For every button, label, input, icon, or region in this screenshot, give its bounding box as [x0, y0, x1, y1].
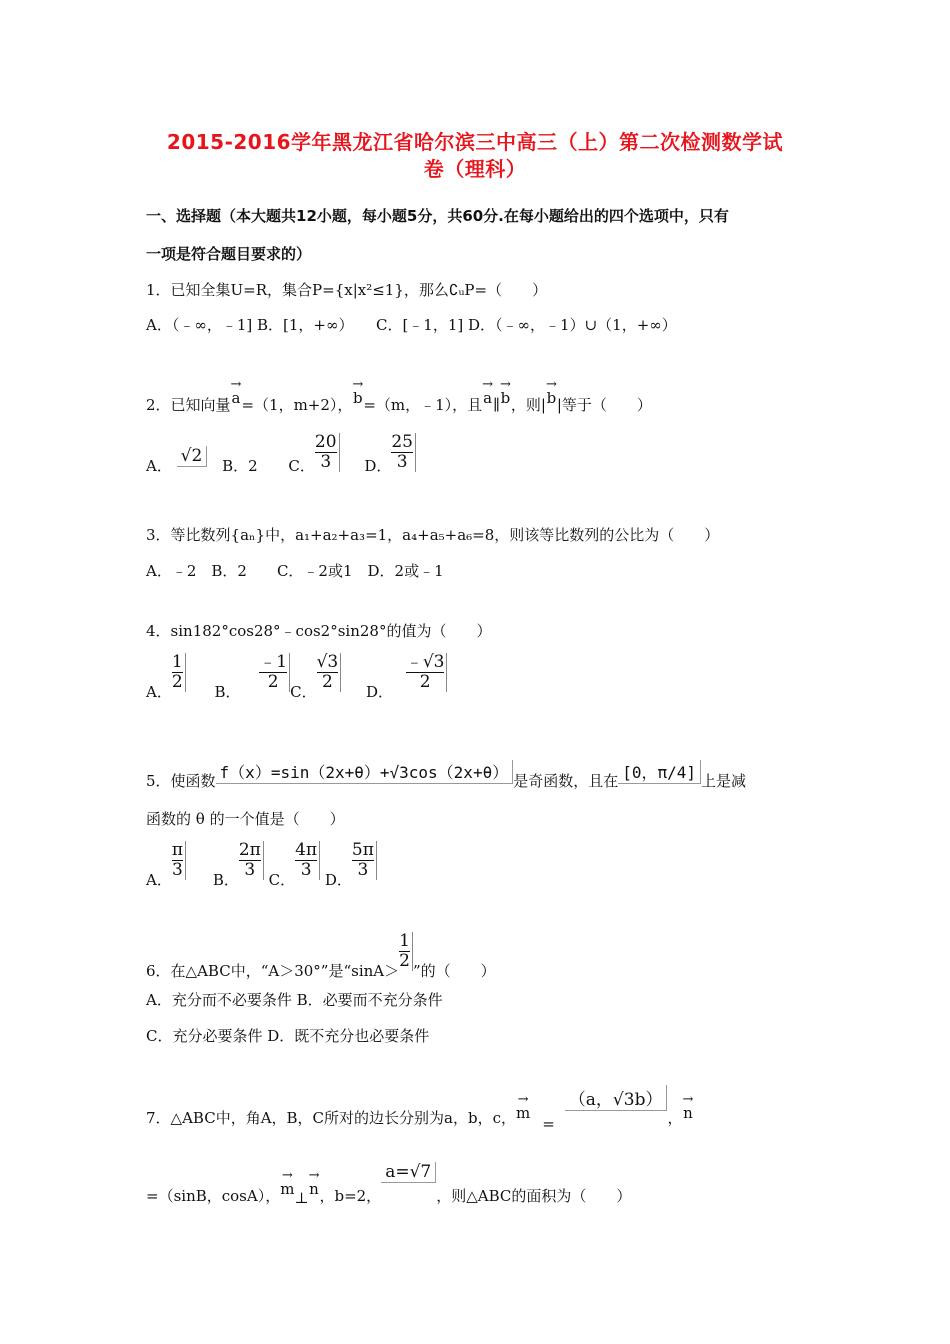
q7-m-value: （a，√3b） [565, 1085, 668, 1111]
q4-stem: 4．sin182°cos28°﹣cos2°sin28°的值为（ ） [146, 622, 492, 640]
q2-vector-a-value: =（1，m+2）， [241, 396, 353, 414]
q2-option-a-sqrt2: √2 [177, 446, 208, 467]
doc-title-line2: 卷（理科） [423, 157, 527, 181]
vector-m: → m [515, 1092, 531, 1122]
q5-mid: 是奇函数，且在 [513, 772, 619, 790]
q2-equals: |等于（ ） [556, 396, 652, 414]
vector-b-3: → b [545, 377, 557, 407]
q4-option-b-fraction: $\frac{﹣1}{2}$ [259, 653, 290, 692]
q4-option-d-fraction: $\frac{﹣√3}{2}$ [406, 653, 448, 692]
q6-stem: 6．在△ABC中，“A＞30°”是“sinA＞ $\frac{1}{2}$ ”的（ ） [146, 931, 496, 980]
q4-options: A． $\frac{1}{2}$ B． $\frac{﹣1}{2}$ C． $\frac{√3}{2}$ D． $\frac{﹣√3}{2}$ [146, 653, 447, 692]
vector-a: → a [230, 377, 242, 407]
q6-options-ab: A．充分而不必要条件 B．必要而不充分条件 [146, 991, 443, 1009]
parallel-symbol: ∥ [493, 396, 500, 414]
q7-a-value: a=√7 [381, 1162, 436, 1183]
q2-options: A． √2 B．2 C． $\frac{20}{3}$ D． $\frac{25}{3}$ [146, 433, 416, 472]
q5-options: A． $\frac{\pi}{3}$ B． $\frac{2\pi}{3}$ C． $\frac{4\pi}{3}$ D． $\frac{5\pi}{3}$ [146, 841, 377, 880]
q5-option-d-fraction: $\frac{5\pi}{3}$ [352, 841, 377, 880]
q5-post: 上是减 [701, 772, 747, 790]
q4-option-c-fraction: $\frac{√3}{2}$ [317, 653, 342, 692]
q3-stem: 3．等比数列{aₙ}中，a₁+a₂+a₃=1，a₄+a₅+a₆=8，则该等比数列的公比为（ ） [146, 526, 720, 544]
q5-option-b-fraction: $\frac{2\pi}{3}$ [239, 841, 264, 880]
q7-line2: =（sinB，cosA）， → m ⊥ → n ，b=2，a=√7，则△ABC的面积为（ ） [146, 1162, 632, 1207]
q2-option-c-fraction: $\frac{20}{3}$ [315, 433, 340, 472]
q2-then: ，则| [510, 396, 546, 414]
vector-a-2: → a [482, 377, 494, 407]
q6-options-cd: C．充分必要条件 D．既不充分也必要条件 [146, 1027, 430, 1045]
q1-options: A．（﹣∞，﹣1] B．[1，+∞） C．[﹣1，1] D．（﹣∞，﹣1）∪（1，+∞） [146, 316, 677, 334]
q5-function: f（x）=sin（2x+θ）+√3cos（2x+θ） [216, 760, 514, 784]
doc-title-line1: 2015-2016学年黑龙江省哈尔滨三中高三（上）第二次检测数学试 [166, 130, 784, 154]
section-heading-line2: 一项是符合题目要求的） [146, 245, 312, 263]
q5-option-a-fraction: $\frac{\pi}{3}$ [172, 841, 186, 880]
q5-pre: 5．使函数 [146, 772, 216, 790]
q2-vector-b-value: =（m，﹣1），且 [363, 396, 483, 414]
q6-half-fraction: $\frac{1}{2}$ [399, 932, 413, 971]
vector-n-2: → n [308, 1168, 320, 1198]
q2-stem [146, 372, 652, 414]
q5-interval: [0，π/4] [618, 760, 701, 784]
q5-stem [146, 760, 747, 790]
q4-option-a-fraction: $\frac{1}{2}$ [172, 653, 186, 692]
q7-line1: 7．△ABC中，角A，B，C所对的边长分别为a，b，c， → m =（a，√3b）， → n [146, 1083, 693, 1121]
q3-options: A．﹣2 B．2 C．﹣2或1 D．2或﹣1 [146, 562, 444, 580]
q2-option-d-fraction: $\frac{25}{3}$ [391, 433, 416, 472]
q2-pre: 2．已知向量 [146, 396, 231, 414]
vector-n: → n [682, 1092, 694, 1122]
section-heading-line1: 一、选择题（本大题共12小题，每小题5分，共60分.在每小题给出的四个选项中，只有 [146, 207, 729, 225]
q1-stem: 1．已知全集U=R，集合P={x|x²≤1}，那么∁ᵤP=（ ） [146, 281, 548, 299]
vector-b-2: → b [500, 377, 511, 407]
q5-option-c-fraction: $\frac{4\pi}{3}$ [295, 841, 320, 880]
q5-line2: 函数的 θ 的一个值是（ ） [146, 810, 345, 828]
vector-m-2: → m [280, 1168, 295, 1198]
vector-b: → b [352, 377, 364, 407]
q2-option-b: B．2 [222, 456, 258, 475]
